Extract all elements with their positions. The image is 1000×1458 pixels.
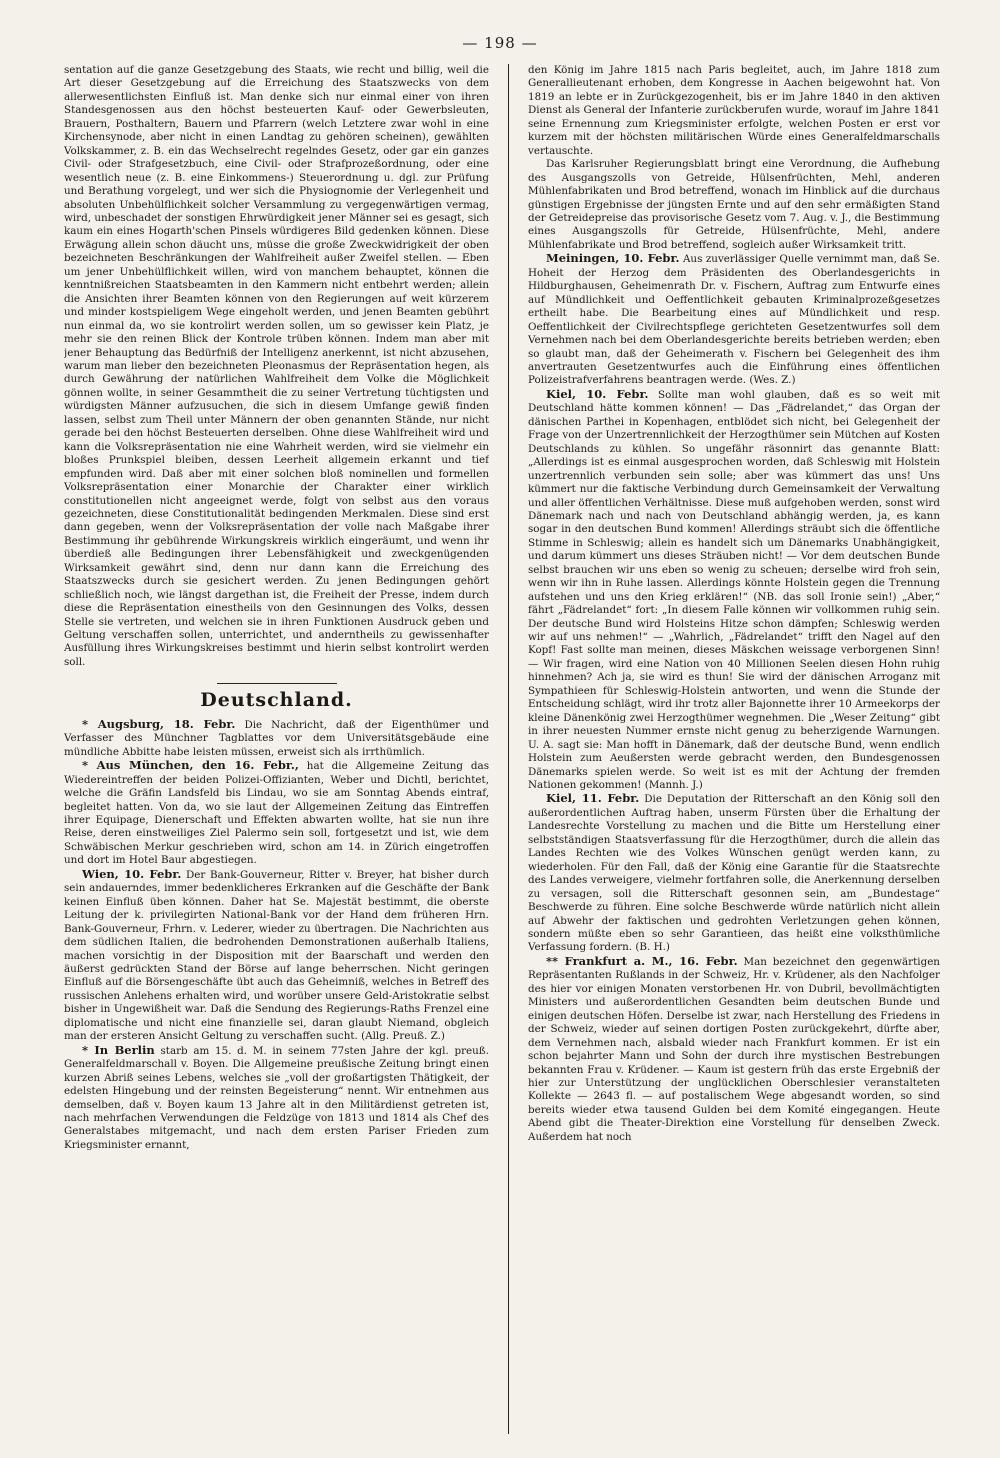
news-item-kiel-1 xyxy=(528,388,940,793)
section-title: Deutschland. xyxy=(200,689,353,712)
right-column xyxy=(528,64,940,1434)
dateline: * Aus München, den 16. Febr., xyxy=(82,758,299,773)
dateline: Meiningen, 10. Febr. xyxy=(546,251,680,266)
dateline: Wien, 10. Febr. xyxy=(82,866,182,881)
item-text: Man bezeichnet den gegenwärtigen Repräsentanten Rußlands in der Schweiz, Hr. v. Krüdener, als den Nachfolger des hier vor einigen Monaten verstorbenen Hr. von Dubril, bevollmächtigten Ministers und außerordentlichen Gesandten beim deutschen Bunde und einigen deutschen Höfen. Derselbe ist zwar, nach Herstellung des Friedens in der Schweiz, wieder auf seinen dortigen Posten zurückgekehrt, dürfte aber, dem Vernehmen nach, alsbald wieder nach Frankfurt kommen. Er ist ein schon bejahrter Mann und Sohn der durch ihre mystischen Bestrebungen bekannten Frau v. Krüdener. — Kaum ist gestern früh das erste Ergebniß der hier zur Unterstützung der unglücklichen Oberschlesier veranstalteten Kollekte — 2643 fl. — auf postalischem Wege abgesandt worden, so sind bereits wieder etwa tausend Gulden bei dem Komité eingegangen. Heute Abend gibt die Theater-Direktion eine Vorstellung für denselben Zweck. Außerdem hat noch xyxy=(528,955,940,1143)
item-text: Aus zuverlässiger Quelle vernimmt man, daß Se. Hoheit der Herzog dem Präsidenten des Oberlandesgerichts in Hildburghausen, Geheimenrath Dr. v. Fischern, Auftrag zum Entwurfe eines auf Mündlichkeit und Oeffentlichkeit gebauten Kriminalprozeßgesetzes ertheilt habe. Die Bearbeitung eines auf Mündlichkeit und resp. Oeffentlichkeit der Civilrechtspflege gerichteten Gesetzentwurfes soll dem Vernehmen nach bei dem Oberlandesgerichte bereits betrieben werden; eben so glaubt man, daß der Geheimerath v. Fischern bei Gelegenheit des ihm anvertrauten Gesetzentwurfes auch die Einführung eines öffentlichen Polizeistrafverfahrens beantragen werde. (Wes. Z.) xyxy=(528,253,940,387)
news-item-muenchen xyxy=(64,759,489,868)
news-item-karlsruhe: Das Karlsruher Regierungsblatt bringt eine Verordnung, die Aufhebung des Ausgangszolls von Getreide, Hülsenfrüchten, Mehl, anderen Mühlenfabrikaten und Brod betreffend, wonach im Hinblick auf die durchaus günstigen Ergebnisse der jüngsten Ernte und auf den sehr ermäßigten Stand der Getreidepreise das provisorische Gesetz vom 7. Aug. v. J., die Bestimmung eines Ausgangszolls für Getreide, Hülsenfrüchte, Mehl, andere Mühlenfabrikate und Brod betreffend, sogleich außer Wirksamkeit tritt. xyxy=(528,158,940,251)
item-text: Die Deputation der Ritterschaft an den König soll den außerordentlichen Auftrag haben, unserm Fürsten über die Erhaltung der Landesrechte Vorstellung zu machen und die Bitte um Herstellung einer selbstständigen Staatsverfassung für die Herzogthümer, durch die allein das Landes Rechten wie des Volkes Wünschen genügt werden kann, zu wiederholen. Für den Fall, daß der König eine Garantie für die Staatsrechte des Landes verweigere, vielmehr fortfahren solle, die Anerkennung derselben zu versagen, soll die Ritterschaft gesonnen sein, am „Bundestage“ Beschwerde zu führen. Eine solche Beschwerde würde natürlich nicht allein auf Abwehr der faktischen und gedrohten Verletzungen gehen können, sondern müßte eben so sehr Garantieen, das heißt eine volksthümliche Verfassung fordern. (B. H.) xyxy=(528,793,940,954)
dateline: ** Frankfurt a. M., 16. Febr. xyxy=(546,953,738,968)
item-text: hat die Allgemeine Zeitung das Wiedereintreffen der beiden Polizei-Offizianten, Weber und Dichtl, berichtet, welche die Gräfin Landsfeld bis Lindau, wo sie am Sonntag Abends eintraf, begleitet hatten. Von da, wo sie laut der Allgemeinen Zeitung das Eintreffen ihrer Equipage, Dienerschaft und Effekten abwarten wollte, hat sie nun ihre Reise, deren einstweiliges Ziel Palermo sein soll, fortgesetzt und ist, wie dem Schwäbischen Merkur geschrieben wird, schon am 14. in Zürich eingetroffen und dort im Hotel Baur abgestiegen. xyxy=(64,760,489,867)
dateline: * Augsburg, 18. Febr. xyxy=(82,716,236,731)
item-text: Der Bank-Gouverneur, Ritter v. Breyer, hat bisher durch sein andauerndes, immer bedenklicheres Erkranken auf die Geschäfte der Bank keinen Einfluß üben können. Daher hat Se. Majestät bestimmt, die oberste Leitung der k. privilegirten National-Bank vor der Hand dem früheren Hrn. Bank-Gouverneur, Frhrn. v. Lederer, wieder zu übertragen. Die Nachrichten aus dem südlichen Italien, die bedrohenden Demonstrationen außerhalb Italiens, machen vorsichtig in der Disposition mit der Baarschaft und werden den äußerst gedrückten Stand der Börse auf lange beherrschen. Nicht geringen Einfluß auf die Börsengeschäfte übt auch das Geheimniß, welches in Betreff des russischen Anlehens erhalten wird, und worüber unsere Geld-Aristokratie selbst bisher in Ungewißheit war. Daß die Sendung des Regierungs-Raths Frenzel eine diplomatische und nicht eine finanzielle sei, daran glaubt Niemand, obgleich man der ersteren Ansicht Geltung zu verschaffen sucht. (Allg. Preuß. Z.) xyxy=(64,868,489,1043)
news-item-frankfurt xyxy=(528,955,940,1144)
column-divider xyxy=(508,64,509,1434)
dateline: * In Berlin xyxy=(82,1042,155,1057)
article-paragraph: sentation auf die ganze Gesetzgebung des Staats, wie recht und billig, weil die Art dieser Gesetzgebung auf die Erreichung des Staatszwecks von dem allerwesentlichsten Einfluß ist. Man denke sich nur einmal einer von ihren Standesgenossen aus den höchst besteuerten Kauf- oder Gewerbsleuten, Brauern, Posthaltern, Bauern und Pfarrern (welch Letztere zwar wohl in eine Kirchensynode, aber nicht in einen Landtag zu gehören scheinen), gewählten Volkskammer, z. B. ein das Wechselrecht regelndes Gesetz, oder gar ein ganzes Civil- oder Strafgesetzbuch, eine Civil- oder Strafprozeßordnung, oder eine wesentlich neue (z. B. eine Einkommens-) Steuerordnung u. dgl. zur Prüfung und Berathung vorgelegt, und wer sich die Physiognomie der Verlegenheit und absoluten Unbehülflichkeit solcher Versammlung zu vergegenwärtigen vermag, wird, unbeschadet der sonstigen Ehrwürdigkeit jener Männer sei es gesagt, sich kaum ein eines Hogarth'schen Pinsels würdigeres Bild gedenken können. Diese Erwägung allein schon däucht uns, müsse die große Zweckwidrigkeit der oben bezeichneten Beschränkungen der Wahlfreiheit außer Zweifel stellen. — Eben um jener Unbehülflichkeit willen, wird von manchem behauptet, können die kenntnißreichen Staatsbeamten in den Kammern nicht entbehrt werden; allein die Ansichten ihrer Beamten können von den Regierungen auf weit kürzerem und minder kostspieligem Wege eingeholt werden, und jenen Beamten gebührt nun einmal da, wo sie kontrolirt werden sollen, um so gewisser kein Platz, je mehr sie den reinen Blick der Kontrole trüben können. Indem man aber mit jener Behauptung das Bedürfniß der Intelligenz anerkennt, ist nicht abzusehen, warum man lieber den bezeichneten Pleonasmus der Repräsentation hegen, als durch Gewährung der natürlichen Wahlfreiheit dem Volke die Möglichkeit gönnen wollte, in seiner Gesammtheit die zu seiner Vertretung tüchtigsten und würdigsten Männer aufzusuchen, die sich in diesem Umfange gewiß finden lassen, selbst zum Theil unter Männern der oben genannten Stände, nur nicht gerade bei den höchst Besteuerten derselben. Ohne diese Wahlfreiheit wird und kann die Volksrepräsentation nie eine Wahrheit werden, wird sie vielmehr ein bloßes Prunkspiel bleiben, dessen Leerheit allgemein erkannt und tief empfunden wird. Daß aber mit einer solchen bloß nominellen und formellen Volksrepräsentation einer Monarchie der Charakter einer wirklich constitutionellen nicht angeeignet werde, folgt von selbst aus den voraus gezeichneten, diese Constitutionalität bedingenden Merkmalen. Diese sind erst dann gegeben, wenn der Volksrepräsentation der volle nach Maßgabe ihrer Bestimmung ihr gebührende Wirkungskreis wirklich eingeräumt, und wenn ihr überdieß alle Bedingungen ihrer Lebensfähigkeit und zweckgenügenden Wirksamkeit gewährt sind, denn nur dann kann die Erreichung des Staatszwecks durch sie gesichert werden. Zu jenen Bedingungen gehört schließlich noch, wie längst dargethan ist, die Freiheit der Presse, indem durch diese die Repräsentation einestheils von den Gesinnungen des Volks, dessen Stelle sie vertreten, und welchen sie in ihren Funktionen Ausdruck geben und Geltung verschaffen sollen, unterrichtet, und anderntheils zu gewissenhafter Ausfüllung ihres Wirkungskreises bestimmt und hierin selbst kontrolirt werden soll. xyxy=(64,64,489,668)
page-number: — 198 — xyxy=(462,34,538,52)
item-text: starb am 15. d. M. in seinem 77sten Jahre der kgl. preuß. Generalfeldmarschall v. Boyen. Die Allgemeine preußische Zeitung bringt einen kurzen Abriß seines Lebens, welches sie „voll der großartigsten Thätigkeit, der edelsten Hingebung und der reinsten Begeisterung“ nennt. Wir entnehmen aus demselben, daß v. Boyen kaum 13 Jahre alt in den Militärdienst getreten ist, nach mehrfachen Verwendungen die Feldzüge von 1813 und 1814 als Chef des Generalstabes mitgemacht, und nach dem ersten Pariser Frieden zum Kriegsminister ernannt, xyxy=(64,1044,489,1151)
news-item-berlin xyxy=(64,1044,489,1153)
news-item-meiningen xyxy=(528,252,940,388)
news-item-kiel-2 xyxy=(528,792,940,954)
item-text: Die Nachricht, daß der Eigenthümer und Verfasser des Münchner Tagblattes vor dem Universitätsgebäude eine mündliche Abbitte habe leisten müssen, erweist sich als irrthümlich. xyxy=(64,718,489,758)
item-text: Sollte man wohl glauben, daß es so weit mit Deutschland hätte kommen können! — Das „Fädrelandet,“ das Organ der dänischen Parthei in Kopenhagen, entblödet sich nicht, bei Gelegenheit der Frage von der Unzertrennlichkeit der Herzogthümer sein Mütchen auf Kosten Deutschlands zu kühlen. So ungefähr räsonnirt das genannte Blatt: „Allerdings ist es einmal ausgesprochen worden, daß Schleswig mit Holstein unzertrennlich verbunden sein solle; aber was kümmert das uns! Uns kümmert nur die faktische Verbindung durch Gemeinsamkeit der Verwaltung und aller öffentlichen Verhältnisse. Diese muß aufgehoben werden, sonst wird Dänemark nach und nach von Deutschland abhängig werden, ja, es kann sogar in den deutschen Bund kommen! Allerdings sträubt sich die öffentliche Stimme in Schleswig; allein es handelt sich um Dänemarks Unabhängigkeit, und darum kümmert uns dieses Sträuben nicht! — Vor dem deutschen Bunde selbst brauchen wir uns eben so wenig zu scheuen; derselbe wird froh sein, wenn wir ihn in Ruhe lassen. Allerdings könnte Holstein gegen die Trennung aufstehen und uns den Krieg erklären!“ (NB. das soll Ironie sein!) „Aber,“ fährt „Fädrelandet“ fort: „In diesem Falle können wir vollkommen ruhig sein. Der deutsche Bund wird Holsteins Hitze schon dämpfen; Schleswig werden wir auf uns nehmen!“ — „Wahrlich, „Fädrelandet“ trifft den Nagel auf den Kopf! Fast sollte man meinen, dieses Mäskchen weissage verborgenen Sinn! — Wir fragen, wird eine Nation von 40 Millionen Seelen diesen Hohn ruhig hinnehmen? Ach ja, sie wird es thun! Sie wird der dänischen Arroganz mit Sympathieen für Schleswig-Holstein antworten, und wenn die Stunde der Entscheidung schlägt, wird ihr trotz aller Bajonnette ihrer 10 Armeekorps der kleine Dänenkönig zwei Herzogthümer wegnehmen. Die „Weser Zeitung“ gibt in ihrer neuesten Nummer ernste nicht genug zu beherzigende Warnungen. U. A. sagt sie: Man hofft in Dänemark, daß der deutsche Bund, wenn endlich Holstein zum Aeußersten werde gebracht werden, den Bundesgenossen Dänemarks spielen werde. So weit ist es mit der Achtung der fremden Nationen gekommen! (Mannh. J.) xyxy=(528,388,940,792)
left-column xyxy=(64,64,489,1434)
dateline: Kiel, 11. Febr. xyxy=(546,791,640,806)
news-item-wien xyxy=(64,868,489,1044)
news-item-augsburg xyxy=(64,718,489,759)
dateline: Kiel, 10. Febr. xyxy=(546,386,649,401)
section-rule xyxy=(217,683,337,684)
news-item-berlin-continued: den König im Jahre 1815 nach Paris begleitet, auch, im Jahre 1818 zum Generallieutenant erhoben, dem Kongresse in Aachen beigewohnt hat. Von 1819 an lebte er in Zurückgezogenheit, bis er im Jahre 1840 in den aktiven Dienst als General der Infanterie zurückberufen wurde, worauf im Jahre 1841 seine Ernennung zum Kriegsminister erfolgte, welchen Posten er erst vor kurzem mit der höchsten militärischen Würde eines Generalfeldmarschalls vertauschte. xyxy=(528,64,940,157)
section-heading xyxy=(64,683,489,712)
